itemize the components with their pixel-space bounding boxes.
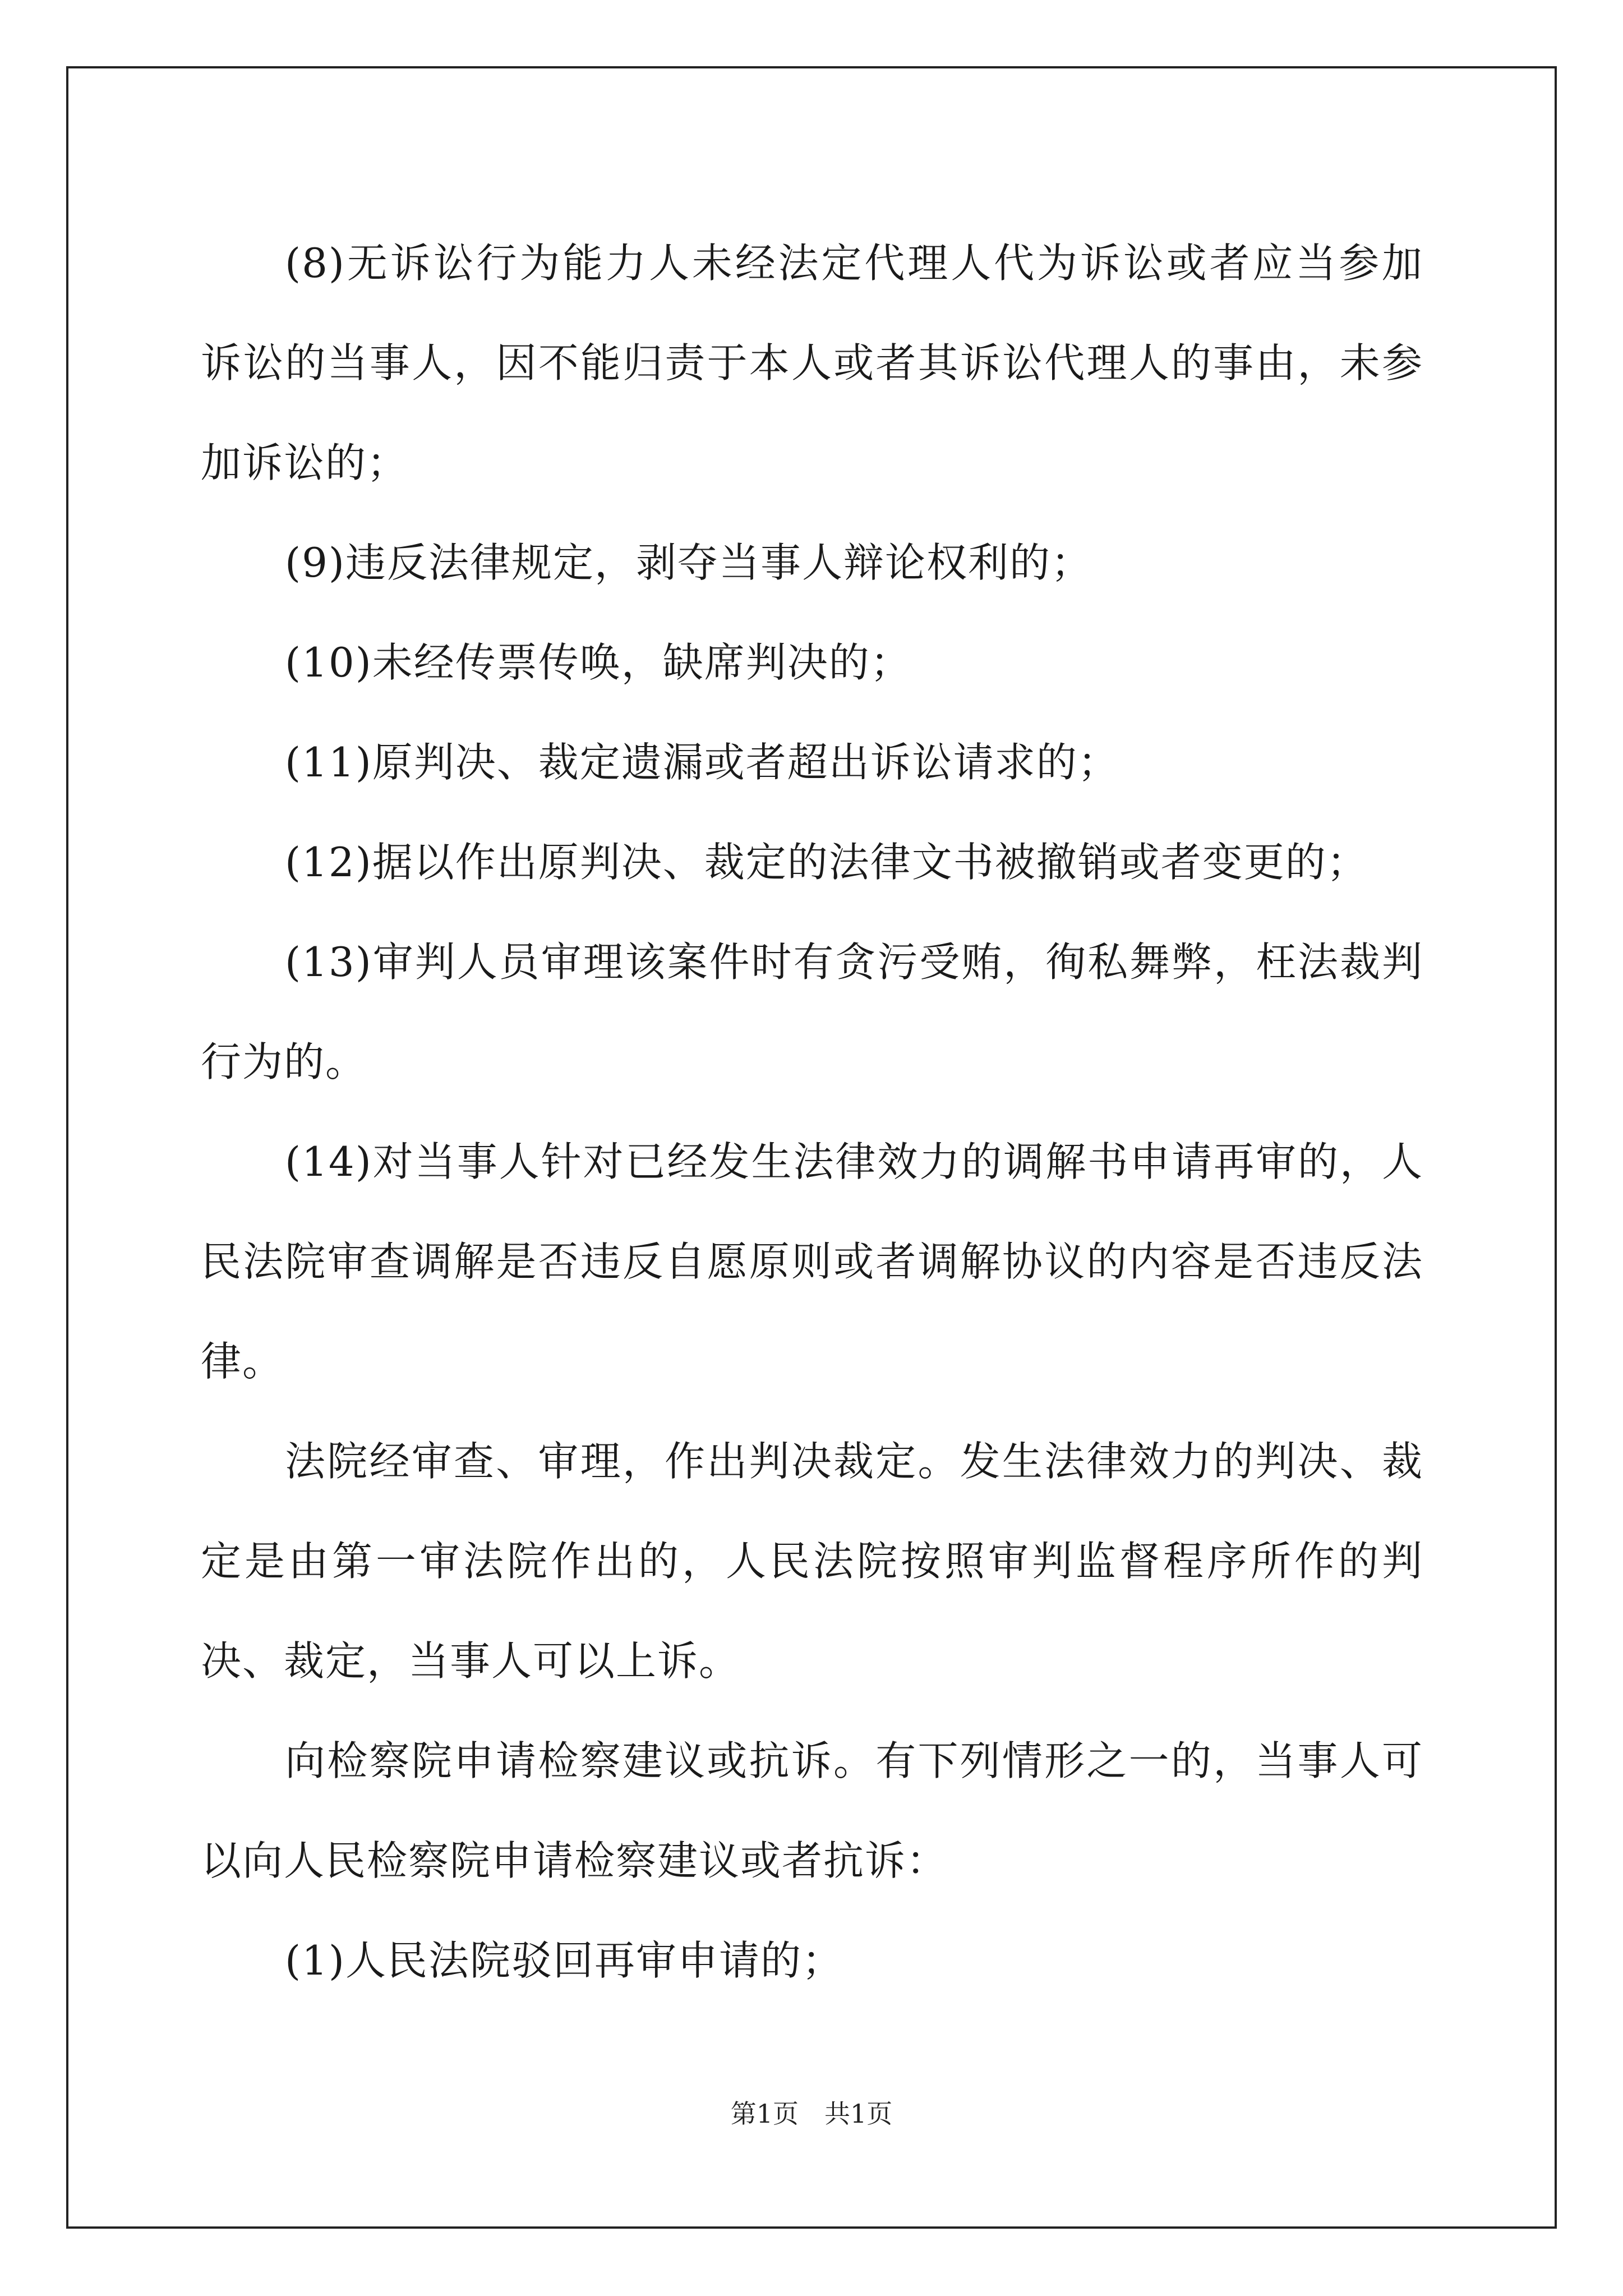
- paragraph-item-10: (10)未经传票传唤，缺席判决的；: [285, 639, 912, 686]
- paragraph-court-review: 法院经审查、审理，作出判决裁定。发生法律效力的判决、裁定是由第一审法院作出的，人民法院按照审判监督程序所作的判决、裁定，当事人可以上诉。: [201, 1438, 1423, 1685]
- paragraph-item-14: (14)对当事人针对已经发生法律效力的调解书申请再审的，人民法院审查调解是否违反自愿原则或者调解协议的内容是否违反法律。: [201, 1138, 1423, 1385]
- page-footer: 第1页 共1页: [730, 2099, 893, 2129]
- paragraph-item-9: (9)违反法律规定，剥夺当事人辩论权利的；: [285, 539, 1092, 586]
- paragraph-item-11: (11)原判决、裁定遗漏或者超出诉讼请求的；: [285, 739, 1119, 786]
- paragraph-procuratorate: 向检察院申请检察建议或抗诉。有下列情形之一的，当事人可以向人民检察院申请检察建议或者抗诉：: [201, 1737, 1423, 1884]
- paragraph-item-8: (8)无诉讼行为能力人未经法定代理人代为诉讼或者应当参加诉讼的当事人，因不能归责于本人或者其诉讼代理人的事由，未参加诉讼的；: [201, 240, 1423, 486]
- paragraph-item-12: (12)据以作出原判决、裁定的法律文书被撤销或者变更的；: [285, 839, 1368, 886]
- paragraph-item-1: (1)人民法院驳回再审申请的；: [285, 1937, 843, 1984]
- document-body: [201, 213, 1423, 2010]
- paragraph-item-13: (13)审判人员审理该案件时有贪污受贿，徇私舞弊，枉法裁判行为的。: [201, 938, 1423, 1085]
